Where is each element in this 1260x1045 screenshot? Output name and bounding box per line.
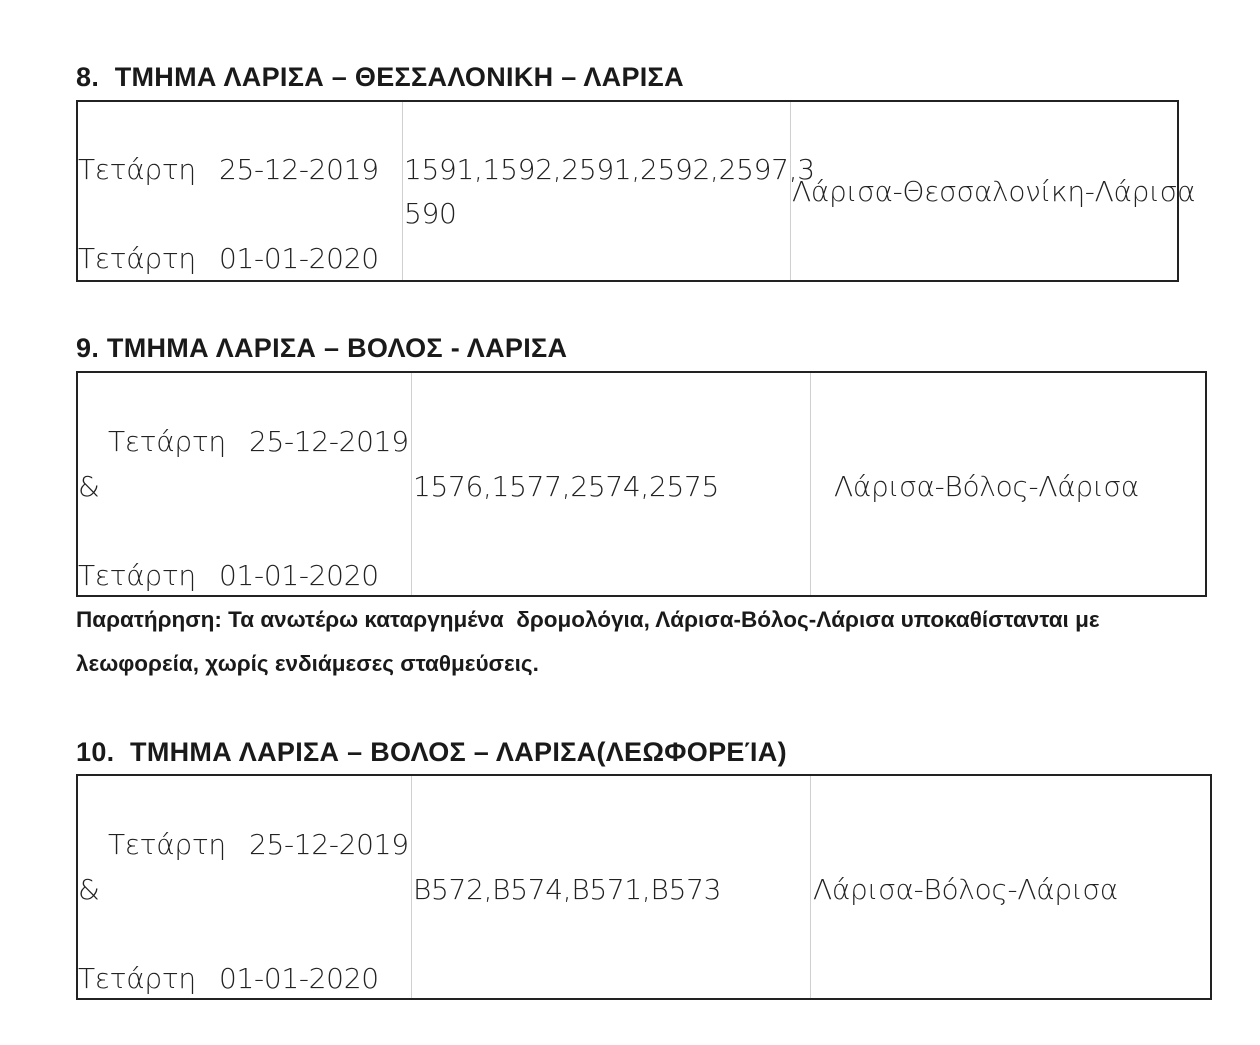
date1-value: 25-12-2019 — [249, 425, 409, 458]
train-numbers-line2: 590 — [404, 197, 457, 230]
column-divider — [411, 373, 412, 595]
route-name: Λάρισα-Βόλος-Λάρισα — [813, 873, 1118, 906]
date2-day: Τετάρτη — [78, 559, 196, 592]
date1-day: Τετάρτη — [78, 153, 196, 186]
date1-value: 25-12-2019 — [219, 153, 379, 186]
train-numbers-line1: 1591,1592,2591,2592,2597,3 — [404, 153, 815, 186]
date2-value: 01-01-2020 — [219, 559, 379, 592]
date2-value: 01-01-2020 — [219, 242, 379, 275]
date2-day: Τετάρτη — [78, 962, 196, 995]
date1-value: 25-12-2019 — [249, 828, 409, 861]
column-divider — [790, 102, 791, 280]
date1-day: Τετάρτη — [108, 828, 226, 861]
column-divider — [810, 373, 811, 595]
train-numbers: 1576,1577,2574,2575 — [413, 470, 720, 503]
section-9-heading: 9. ΤΜΗΜΑ ΛΑΡΙΣΑ – ΒΟΛΟΣ - ΛΑΡΙΣΑ — [76, 333, 568, 363]
note-line-2: λεωφορεία, χωρίς ενδιάμεσες σταθμεύσεις. — [76, 651, 539, 676]
date-connector: & — [78, 470, 100, 503]
column-divider — [810, 776, 811, 998]
column-divider — [402, 102, 403, 280]
date1-day: Τετάρτη — [108, 425, 226, 458]
bus-numbers: Β572,Β574,Β571,Β573 — [413, 873, 722, 906]
section-8-heading: 8. ΤΜΗΜΑ ΛΑΡΙΣΑ – ΘΕΣΣΑΛΟΝΙΚΗ – ΛΑΡΙΣΑ — [76, 62, 684, 92]
date2-day: Τετάρτη — [78, 242, 196, 275]
section-9-table — [76, 371, 1207, 597]
date2-value: 01-01-2020 — [219, 962, 379, 995]
route-name: Λάρισα-Θεσσαλονίκη-Λάρισα — [792, 175, 1196, 208]
section-10-table — [76, 774, 1212, 1000]
column-divider — [411, 776, 412, 998]
section-8-table — [76, 100, 1196, 282]
route-name: Λάρισα-Βόλος-Λάρισα — [834, 470, 1139, 503]
section-10-heading: 10. ΤΜΗΜΑ ΛΑΡΙΣΑ – ΒΟΛΟΣ – ΛΑΡΙΣΑ(ΛΕΩΦΟΡΕΊΑ) — [76, 737, 787, 767]
note-line-1: Παρατήρηση: Τα ανωτέρω καταργημένα δρομολόγια, Λάρισα-Βόλος-Λάρισα υποκαθίστανται με — [76, 607, 1100, 632]
date-connector: & — [78, 873, 100, 906]
